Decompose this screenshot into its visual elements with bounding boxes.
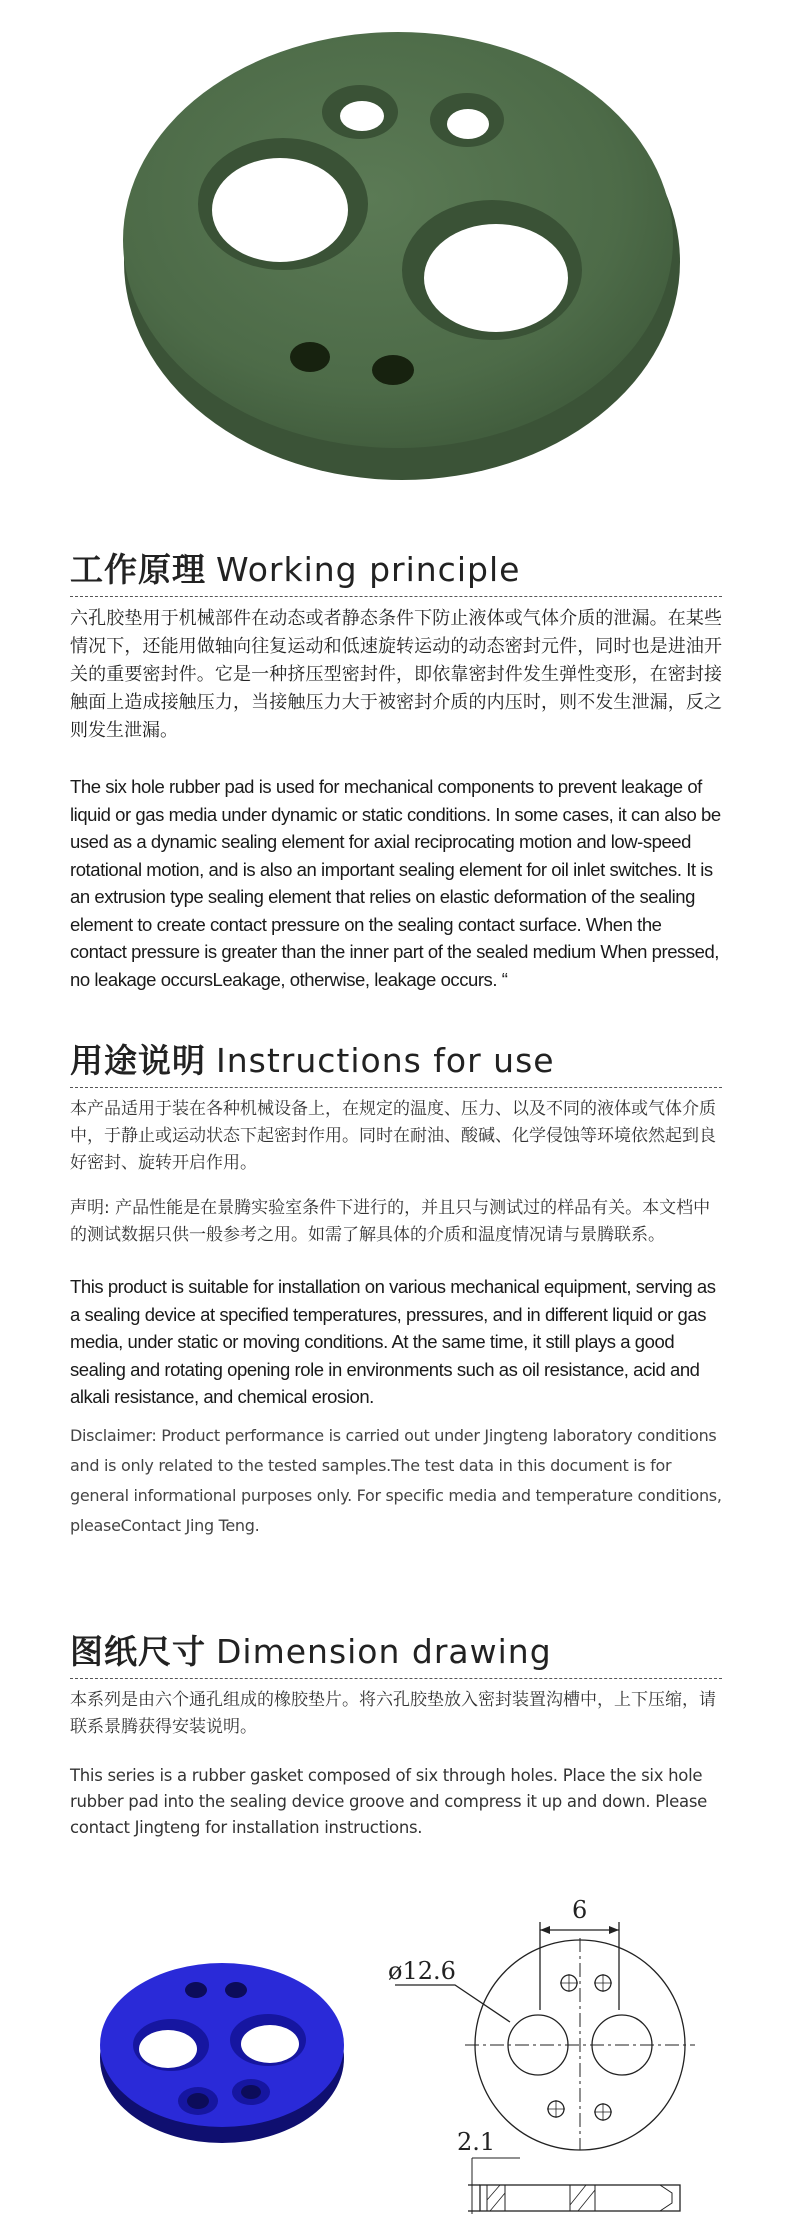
small-hole-3	[290, 342, 330, 372]
product-photo	[0, 0, 790, 520]
working-principle-section	[70, 548, 722, 993]
dashed-divider	[70, 596, 722, 597]
gasket-3d-model	[100, 1963, 344, 2143]
section-title: 工作原理 Working principle	[70, 550, 521, 589]
dashed-divider	[70, 1087, 722, 1088]
dim-width-label: 6	[572, 1896, 588, 1924]
section-title: 图纸尺寸 Dimension drawing	[70, 1632, 552, 1671]
principle-text-cn: 六孔胶垫用于机械部件在动态或者静态条件下防止液体或气体介质的泄漏。在某些情况下，还能用做轴向往复运动和低速旋转运动的动态密封元件，同时也是进油开关的重要密封件。它是一种挤压型密封件，即依靠密封件发生弹性变形，在密封接触面上造成接触压力，当接触压力大于被密封介质的内压时，则不发生泄漏，反之则发生泄漏。	[70, 608, 722, 741]
dimension-section	[70, 1630, 722, 1841]
disclaimer-text-cn: 声明: 产品性能是在景腾实验室条件下进行的，并且只与测试过的样品有关。本文档中的测试数据只供一般参考之用。如需了解具体的介质和温度情况请与景腾联系。	[70, 1198, 711, 1245]
principle-text-en: The six hole rubber pad is used for mechanical components to prevent leakage of liquid or gas media under dynamic or static conditions. In some cases, it can also be used as a dynamic sealing element for axial reciprocating motion and low-speed rotational motion, and is also an important sealing element for oil inlet switches. It is an extrusion type sealing element that relies on elastic deformation of the sealing element to create contact pressure on the sealing contact surface. When the contact pressure is greater than the inner part of the sealed medium When pressed, no leakage occursLeakage, otherwise, leakage occurs. “	[70, 776, 721, 990]
dim-diameter-label: ø12.6	[388, 1957, 456, 1985]
dimension-text-cn: 本系列是由六个通孔组成的橡胶垫片。将六孔胶垫放入密封装置沟槽中，上下压缩，请联系景腾获得安装说明。	[70, 1690, 716, 1737]
dim-thickness-label: 2.1	[457, 2128, 496, 2156]
gasket-top	[123, 32, 673, 448]
small-hole-4	[372, 355, 414, 385]
instructions-text-cn: 本产品适用于装在各种机械设备上，在规定的温度、压力、以及不同的液体或气体介质中，于静止或运动状态下起密封作用。同时在耐油、酸碱、化学侵蚀等环境依然起到良好密封、旋转开启作用。	[70, 1099, 716, 1173]
dimension-text-en: This series is a rubber gasket composed of six through holes. Place the six hole rubber pad into the sealing device groove and compress it up and down. Please contact Jingteng for installation instructions.	[70, 1766, 707, 1837]
dashed-divider	[70, 1678, 722, 1679]
instructions-text-en: This product is suitable for installation on various mechanical equipment, serving as a sealing device at specified temperatures, pressures, and in different liquid or gas media, under static or moving conditions. At the same time, it still plays a good sealing and rotating opening role in environments such as oil resistance, acid and alkali resistance, and chemical erosion.	[70, 1276, 716, 1407]
dimension-drawings	[0, 1895, 790, 2218]
instructions-section	[70, 1039, 722, 1541]
disclaimer-text-en: Disclaimer: Product performance is carried out under Jingteng laboratory conditions and is only related to the tested samples.The test data in this document is for general informational purposes only. For specific media and temperature conditions, pleaseContact Jing Teng.	[70, 1425, 722, 1535]
section-title: 用途说明 Instructions for use	[70, 1041, 555, 1080]
